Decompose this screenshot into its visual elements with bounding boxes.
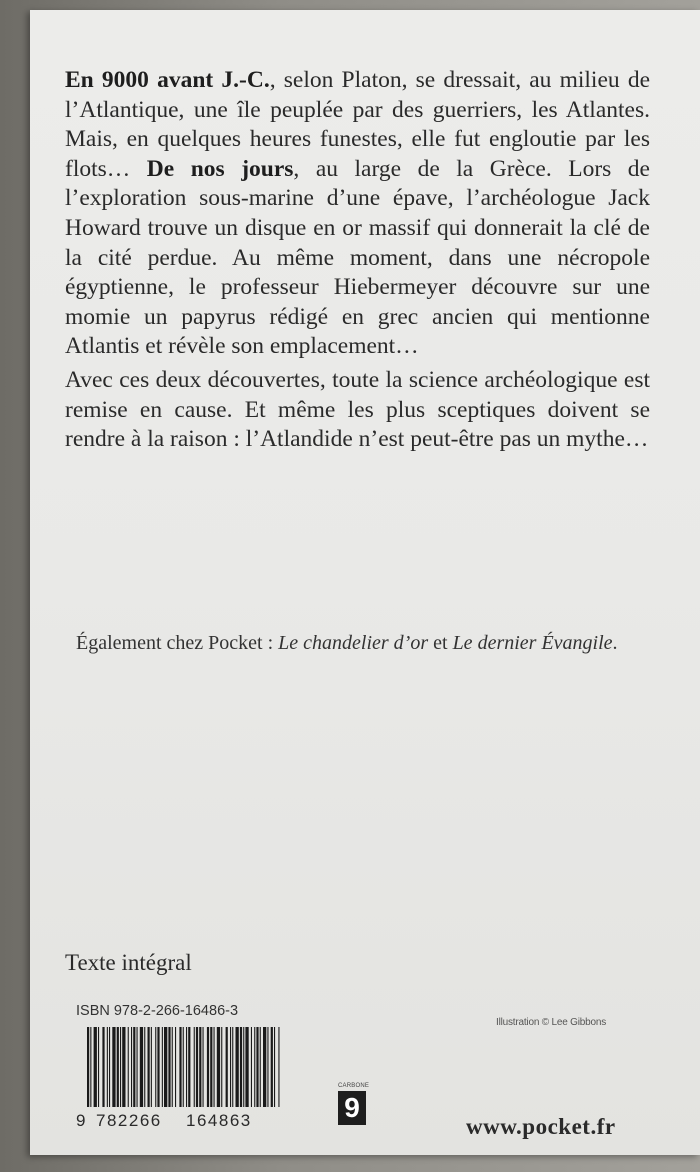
barcode-bar — [183, 1027, 184, 1107]
barcode-bar — [194, 1027, 195, 1107]
barcode-bar — [260, 1027, 261, 1107]
barcode-bar — [90, 1027, 91, 1107]
barcode-bar — [196, 1027, 198, 1107]
barcode-bar — [199, 1027, 201, 1107]
barcode-bar — [186, 1027, 187, 1107]
barcode-bar — [168, 1027, 170, 1107]
blurb-paragraph-2: Avec ces deux découvertes, toute la science archéologique est remise en cause. Et même les plus sceptiques doivent se rendre à la raison : l’Atlandide n’est peut-être pas un mythe… — [65, 366, 650, 453]
barcode-bar — [236, 1027, 239, 1107]
barcode-bar — [251, 1027, 252, 1107]
barcode-bar — [271, 1027, 273, 1107]
barcode-bar — [122, 1027, 125, 1107]
barcode-bar — [210, 1027, 212, 1107]
barcode-bar — [245, 1027, 248, 1107]
barcode-bar — [256, 1027, 258, 1107]
barcode-bar — [157, 1027, 159, 1107]
barcode-bar — [232, 1027, 233, 1107]
barcode-bar — [164, 1027, 167, 1107]
barcode-bar — [131, 1027, 132, 1107]
also-title-2: Le dernier Évangile — [452, 632, 613, 654]
barcode-bar — [137, 1027, 138, 1107]
also-title-1: Le chandelier d’or — [278, 632, 429, 654]
also-joiner: et — [428, 632, 453, 654]
barcode-bar — [148, 1027, 150, 1107]
barcode-bar — [221, 1027, 222, 1107]
blurb-bold-date: En 9000 avant J.-C. — [65, 67, 270, 93]
barcode-bar — [120, 1027, 121, 1107]
barcode-left-digits: 782266 — [96, 1111, 162, 1130]
barcode — [87, 1027, 280, 1107]
barcode-bar — [175, 1027, 176, 1107]
barcode-bar — [98, 1027, 99, 1107]
barcode-bar — [274, 1027, 275, 1107]
barcode-bar — [230, 1027, 231, 1107]
barcode-bar — [144, 1027, 145, 1107]
back-cover-blurb — [65, 66, 650, 455]
barcode-bar — [109, 1027, 110, 1107]
barcode-bar — [243, 1027, 244, 1107]
barcode-bar — [172, 1027, 173, 1107]
barcode-bar — [254, 1027, 255, 1107]
barcode-bar — [151, 1027, 152, 1107]
barcode-bar — [117, 1027, 119, 1107]
barcode-bar — [217, 1027, 220, 1107]
also-by-author — [76, 629, 656, 658]
barcode-bar — [214, 1027, 215, 1107]
barcode-bar — [155, 1027, 156, 1107]
logo-caption: CARBONE — [338, 1083, 370, 1089]
barcode-bar — [226, 1027, 228, 1107]
barcode-bar — [112, 1027, 115, 1107]
barcode-bar — [267, 1027, 268, 1107]
barcode-bar — [162, 1027, 163, 1107]
blurb-bold-today: De nos jours — [146, 155, 294, 182]
barcode-bar — [128, 1027, 129, 1107]
barcode-bar — [203, 1027, 204, 1107]
blurb-paragraph-1 — [65, 66, 650, 362]
barcode-bar — [87, 1027, 89, 1107]
also-prefix: Également chez Pocket : — [76, 632, 279, 654]
website-url: www.pocket.fr — [466, 1114, 616, 1139]
barcode-bar — [140, 1027, 143, 1107]
barcode-bar — [179, 1027, 181, 1107]
barcode-bar — [102, 1027, 104, 1107]
barcode-bar — [94, 1027, 97, 1107]
barcode-lead-digit: 9 — [76, 1111, 86, 1130]
barcode-bar — [107, 1027, 108, 1107]
barcode-bar — [188, 1027, 190, 1107]
barcode-bar — [263, 1027, 266, 1107]
barcode-bar — [240, 1027, 242, 1107]
isbn-number: ISBN 978-2-266-16486-3 — [76, 1003, 239, 1019]
texte-integral-label: Texte intégral — [65, 950, 192, 975]
barcode-bar — [133, 1027, 135, 1107]
blurb-text-1: , selon Platon, se dressait, au milieu de l’Atlantique, une île peuplée par des guerriers, les Atlantes. Mais, en quelques heures funestes, elle fut engloutie par les flots… — [65, 67, 650, 182]
publisher-logo — [338, 1083, 368, 1133]
barcode-bar — [278, 1027, 279, 1107]
barcode-right-digits: 164863 — [186, 1111, 252, 1130]
blurb-text-2: , au large de la Grèce. Lors de l’exploration sous-marine d’une épave, l’archéologue Jack Howard trouve un disque en or massif qui donnerait la clé de la cité perdue. Au même moment, dans une nécropole égyptienne, le professeur Hiebermeyer découvre sur une momie un papyrus rédigé en grec ancien qui mentionne Atlantis et révèle son emplacement… — [65, 155, 650, 360]
also-suffix: . — [612, 632, 618, 654]
barcode-bar — [207, 1027, 209, 1107]
illustration-credit: Illustration © Lee Gibbons — [496, 1017, 607, 1028]
logo-mark: 9 — [338, 1091, 366, 1125]
